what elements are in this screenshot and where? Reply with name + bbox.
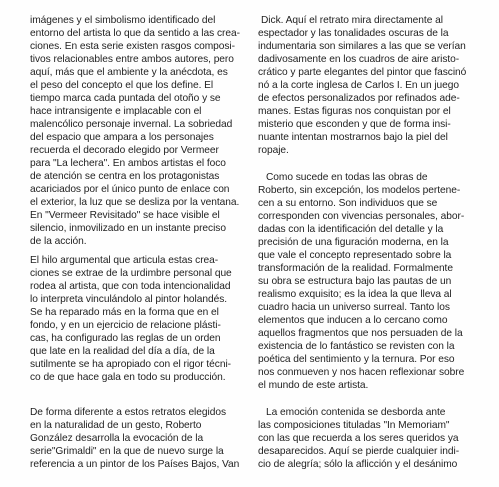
text-line: con las que recuerda a los seres queridos ya — [258, 433, 459, 444]
text-line: precisión de una figuración moderna, en la — [258, 237, 449, 248]
text-line: cio de alegría; sólo la aflicción y el desánimo — [258, 459, 458, 470]
text-line: acariciados por el único punto de enlace con — [30, 184, 230, 195]
paragraph-right-3 — [258, 406, 474, 471]
text-line: tivos relacionables entre ambos autores, pero — [30, 54, 234, 65]
text-line: cas, ha configurado las reglas de un orden — [30, 333, 221, 344]
text-line: tiempo marca cada puntada del otoño y se — [30, 93, 221, 104]
text-line: sutilmente se ha apropiado con el rigor técni- — [30, 359, 231, 370]
paragraph-right-2 — [258, 171, 474, 392]
text-line: poética del sentimiento y la ternura. Por eso — [258, 354, 455, 365]
paragraph-left-2 — [30, 254, 246, 384]
text-line: en la naturalidad de un gesto, Roberto — [30, 420, 202, 431]
text-line: ropaje. — [258, 145, 289, 156]
text-line: nos conmueven y nos hacen reflexionar sobre — [258, 367, 465, 378]
text-line: co de que hace gala en todo su producción. — [30, 372, 226, 383]
text-line: lo interpreta vinculándolo al pintor holandés. — [30, 294, 228, 305]
text-line: En "Vermeer Revisitado" se hace visible el — [30, 210, 220, 221]
text-line: serie"Grimaldi" en la que de nuevo surge la — [30, 446, 224, 457]
text-line: el peso del concepto el que los define. El — [30, 80, 214, 91]
text-line: aquellos fragmentos que nos persuaden de la — [258, 328, 463, 339]
text-line: indumentaria son similares a las que se verían — [258, 41, 466, 52]
text-line: el exterior, la luz que se desliza por la ventana. — [30, 197, 240, 208]
text-line: De forma diferente a estos retratos elegidos — [30, 407, 226, 418]
text-line: dadas con la identificación del detalle y la — [258, 224, 444, 235]
text-line: de efectos personalizados por refinados ade- — [258, 93, 460, 104]
text-line: su obra se estructura bajo las pautas de un — [258, 276, 452, 287]
text-line: ciones se extrae de la urdimbre personal que — [30, 268, 232, 279]
text-line: corresponden con vivencias personales, abor- — [258, 211, 465, 222]
text-line: el mundo de este artista. — [258, 380, 369, 391]
text-line: Roberto, sin excepción, los modelos pertene- — [258, 185, 461, 196]
text-line: espectador y las tonalidades oscuras de la — [258, 28, 449, 39]
paragraph-left-1 — [30, 14, 246, 248]
text-line: manes. Estas figuras nos conquistan por el — [258, 106, 451, 117]
text-line: cuadro hacia un universo surreal. Tanto los — [258, 302, 450, 313]
text-line: para "La lechera". En ambos artistas el foco — [30, 158, 226, 169]
text-line: hace intransigente e implacable con el — [30, 106, 202, 117]
paragraph-right-1 — [258, 14, 474, 157]
text-line: crático y parte elegantes del pintor que fascinó — [258, 67, 467, 78]
paragraph-left-3 — [30, 406, 246, 471]
text-line: de la acción. — [30, 236, 87, 247]
text-line: referencia a un pintor de los Países Bajos, Van — [30, 459, 240, 470]
text-line: aquí, más que el ambiente y la anécdota, es — [30, 67, 228, 78]
text-line: existencia de lo fantástico se revisten con la — [258, 341, 455, 352]
text-line: El hilo argumental que articula estas crea- — [30, 255, 219, 266]
text-line: del espacio que ampara a los personajes — [30, 132, 214, 143]
text-line: cen a su entorno. Son individuos que se — [258, 198, 438, 209]
text-line: elementos que inducen a lo cercano como — [258, 315, 448, 326]
text-line: imágenes y el simbolismo identificado del — [30, 15, 216, 26]
text-line: misterio que esconden y que de forma insi- — [258, 119, 451, 130]
text-line: realismo exquisito; es la idea la que lleva al — [258, 289, 452, 300]
text-line: de atención se centra en los protagonistas — [30, 171, 220, 182]
text-line: Como sucede en todas las obras de — [266, 172, 428, 183]
text-line: Dick. Aquí el retrato mira directamente al — [261, 15, 443, 26]
text-line: transformación de la realidad. Formalmente — [258, 263, 453, 274]
text-line: nó a la corte inglesa de Carlos I. En un juego — [258, 80, 460, 91]
text-line: recuerda el decorado elegido por Vermeer — [30, 145, 219, 156]
text-line: las composiciones tituladas "In Memoriam" — [258, 420, 450, 431]
text-line: que late en la realidad del día a día, de la — [30, 346, 215, 357]
text-line: ciones. En esta serie existen rasgos composi- — [30, 41, 235, 52]
text-line: entorno del artista lo que da sentido a las crea- — [30, 28, 240, 39]
text-line: nuante intentan mostrarnos bajo la piel del — [258, 132, 448, 143]
text-line: González desarrolla la evocación de la — [30, 433, 204, 444]
text-line: fondo, y en un ejercicio de relacione plásti- — [30, 320, 221, 331]
text-line: dadivosamente en los cuadros de aire aristo- — [258, 54, 460, 65]
text-line: desaparecidos. Aquí se pierde cualquier indi- — [258, 446, 460, 457]
text-line: La emoción contenida se desborda ante — [266, 407, 446, 418]
text-line: que vale el concepto representado sobre la — [258, 250, 452, 261]
text-line: malencólico personaje invernal. La sobriedad — [30, 119, 233, 130]
text-line: silencio, inmovilizado en un instante preciso — [30, 223, 226, 234]
text-line: rodea al artista, que con toda intencionalidad — [30, 281, 231, 292]
text-line: Se ha reparado más en la forma que en el — [30, 307, 219, 318]
